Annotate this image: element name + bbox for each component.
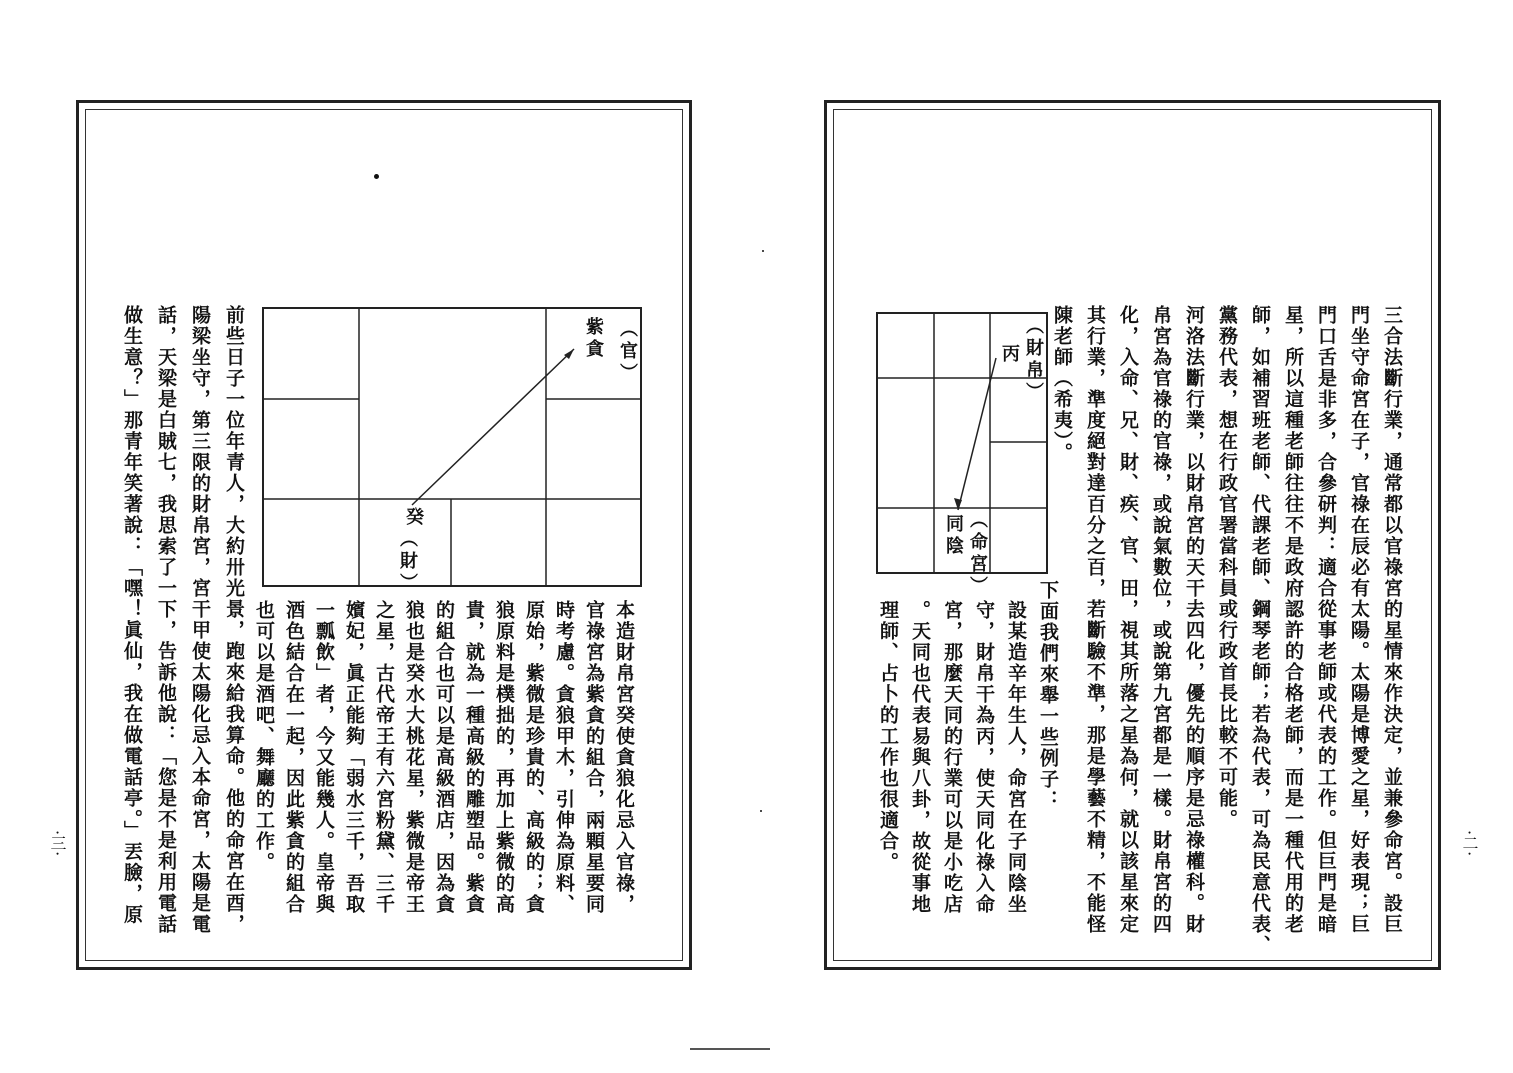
text-column: 狼原料是樸拙的，再加上紫微的高 <box>493 600 515 915</box>
text-column: 原始，紫微是珍貴的、高級的；貪 <box>523 600 545 915</box>
text-column: 師，如補習班老師、代課老師、鋼琴老師；若為代表，可為民意代表、 <box>1249 305 1271 956</box>
text-column: 下面我們來舉一些例子： <box>1037 580 1059 811</box>
text-column: 嬪妃，眞正能夠「弱水三千，吾取 <box>343 600 365 915</box>
page-number: ·二· <box>1460 830 1479 857</box>
text-column: 理師、占卜的工作也很適合。 <box>877 600 899 873</box>
text-column: 貴，就為一種高級的雕塑品。紫貪 <box>463 600 485 915</box>
text-column: 做生意？」那青年笑著說：「嘿！眞仙，我在做電話亭。」丟臉，原 <box>121 305 143 926</box>
page-number: ·三· <box>48 830 67 857</box>
text-column: 本造財帛宮癸使貪狼化忌入官祿， <box>613 600 635 915</box>
text-column: 設某造辛年生人，命宮在子同陰坐 <box>1005 600 1027 915</box>
text-column: 。天同也代表易與八卦，故從事地 <box>909 600 931 915</box>
left-chart-grid <box>262 307 642 595</box>
scan-speck <box>762 250 764 252</box>
text-column: 三合法斷行業，通常都以官祿宮的星情來作決定，並兼參命宮。設巨 <box>1381 305 1403 935</box>
text-column: 的組合也可以是高級酒店，因為貪 <box>433 600 455 915</box>
text-column: 一瓢飲」者，今又能幾人。皇帝與 <box>313 600 335 915</box>
text-column: 陽梁坐守，第三限的財帛宮，宮干甲使太陽化忌入本命宮，太陽是電 <box>189 305 211 935</box>
chart-label-tongyin: 同陰 <box>943 514 964 558</box>
scan-speck <box>760 810 762 812</box>
text-column: 時考慮。貪狼甲木，引伸為原料、 <box>553 600 575 915</box>
text-column: 之星，古代帝王有六宮粉黛、三千 <box>373 600 395 915</box>
text-column: 官祿宮為紫貪的組合，兩顆星要同 <box>583 600 605 915</box>
text-column: 化，入命、兄、財、疾、官、田，視其所落之星為何，就以該星來定 <box>1117 305 1139 935</box>
text-column: 前些日子一位年青人，大約卅光景，跑來給我算命。他的命宮在酉， <box>223 305 245 935</box>
text-column: 帛宮為官祿的官祿，或說氣數位，或說第九宮都是一樣。財帛宮的四 <box>1150 305 1172 935</box>
chart-label-bing: 丙 <box>999 344 1020 366</box>
chart-label-zitan: 紫貪 <box>583 317 604 361</box>
chart-label-cai: （財） <box>397 529 418 595</box>
text-column: 河洛法斷行業，以財帛宮的天干去四化，優先的順序是忌祿權科。財 <box>1183 305 1205 935</box>
chart-label-ming: （命宮） <box>967 510 988 598</box>
text-column: 陳老師（希夷）。 <box>1051 305 1073 464</box>
text-column: 守，財帛干為丙，使天同化祿入命 <box>973 600 995 915</box>
ink-speck <box>374 174 379 179</box>
chart-label-gui: 癸 <box>403 507 424 529</box>
text-column: 門坐守命宮在子，官祿在辰必有太陽。太陽是博愛之星，好表現；巨 <box>1348 305 1370 935</box>
text-column: 酒色結合在一起，因此紫貪的組合 <box>283 600 305 915</box>
chart-label-guan: （官） <box>617 319 638 385</box>
text-column: 星，所以這種老師往往不是政府認許的合格老師，而是一種代用的老 <box>1282 305 1304 935</box>
chart-label-caibo: （財帛） <box>1023 316 1044 404</box>
text-column: 也可以是酒吧、舞廳的工作。 <box>253 600 275 873</box>
scan-mark <box>690 1048 770 1050</box>
right-chart-grid <box>876 312 1048 598</box>
text-column: 黨務代表，想在行政官署當科員或行政首長比較不可能。 <box>1216 305 1238 830</box>
text-column: 狼也是癸水大桃花星，紫微是帝王 <box>403 600 425 915</box>
text-column: 其行業，準度絕對達百分之百，若斷驗不準，那是學藝不精，不能怪 <box>1084 305 1106 935</box>
text-column: 宮，那麼天同的行業可以是小吃店 <box>941 600 963 915</box>
text-column: 門口舌是非多，合參研判：適合從事老師或代表的工作。但巨門是暗 <box>1315 305 1337 935</box>
text-column: 話，天梁是白賊七，我思索了一下，告訴他說：「您是不是利用電話 <box>155 305 177 935</box>
